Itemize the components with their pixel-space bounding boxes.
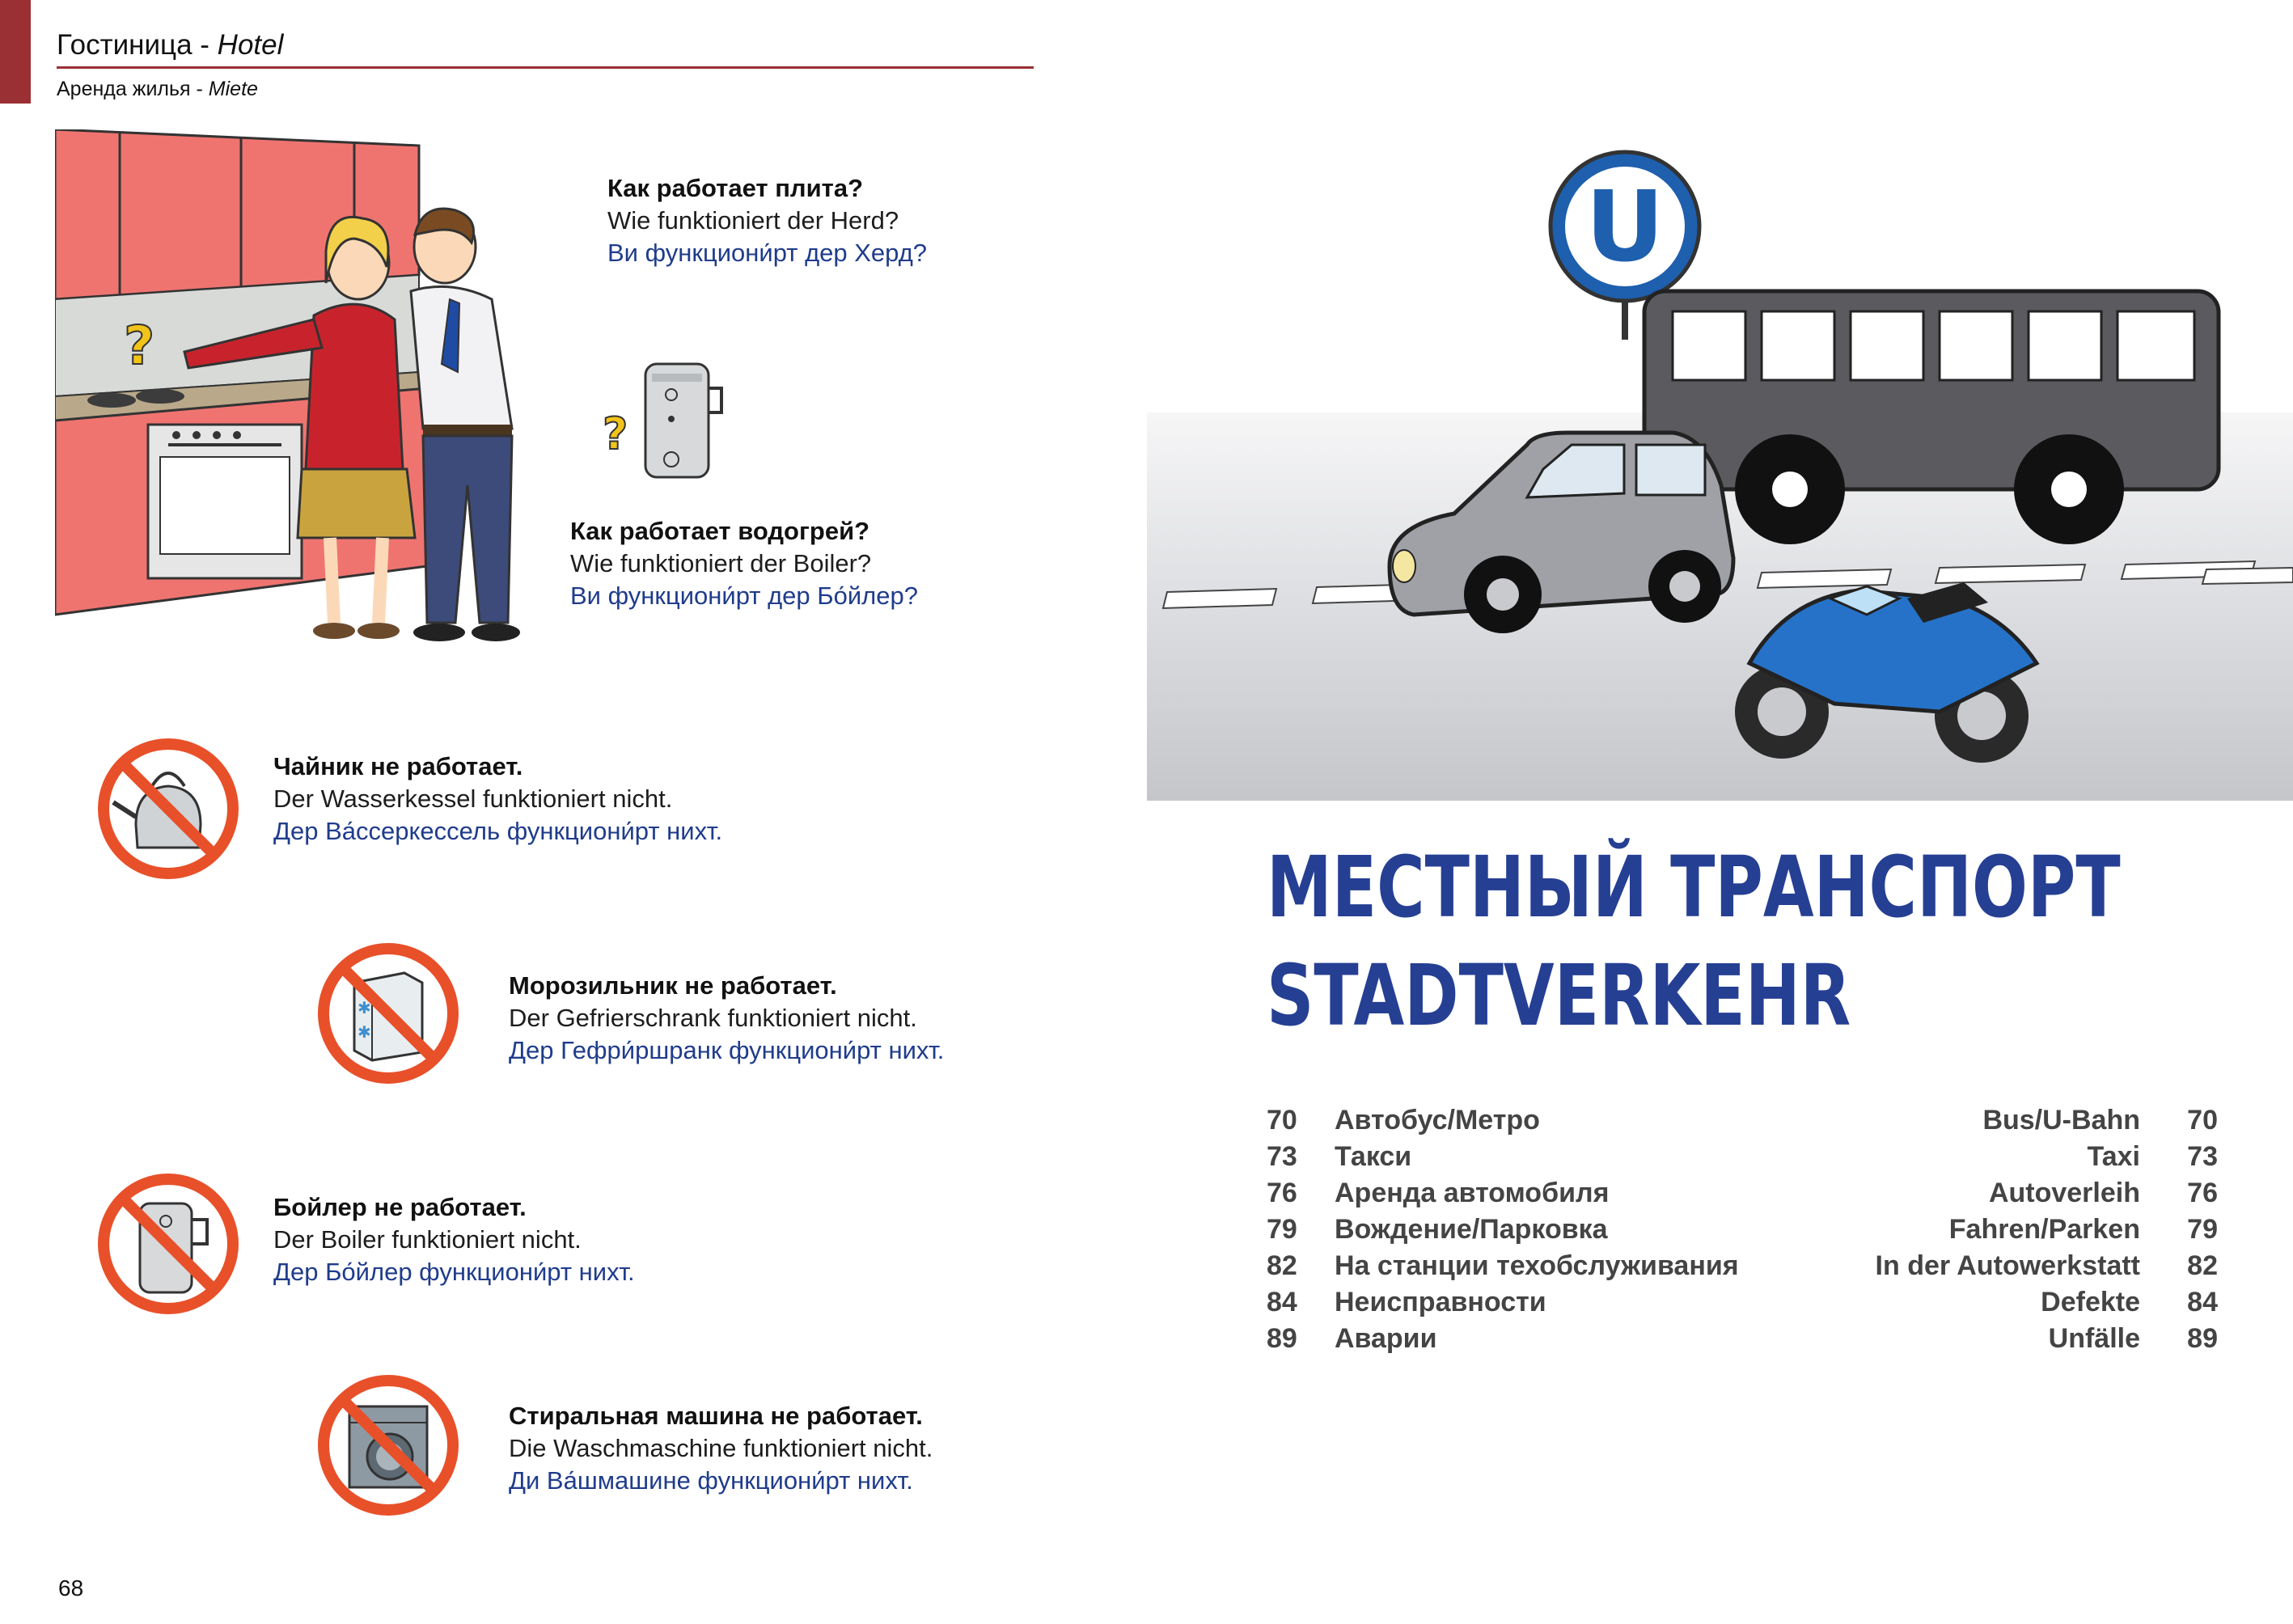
phrase-ru: Стиральная машина не работает. [509,1402,923,1430]
phrase-transcription: Дер Ва́ссеркессель функциони́рт нихт. [273,817,723,845]
toc-title-ru: Аренда автомобиля [1335,1178,1610,1208]
no-water-heater-icon [95,1171,241,1317]
phrase-stove [607,172,927,269]
phrase-transcription: Ви функциони́рт дер Бо́йлер? [570,582,918,610]
section-title-de: Hotel [217,29,284,61]
toc-row[interactable] [1267,1139,2218,1175]
phrase-ru: Бойлер не работает. [273,1193,527,1221]
toc-row[interactable] [1267,1102,2218,1139]
toc-page-right: 76 [2187,1178,2218,1208]
phrase-ru: Чайник не работает. [273,752,523,780]
kitchen-illustration [55,129,540,663]
phrase-de: Der Boiler funktioniert nicht. [273,1225,582,1254]
table-of-contents [1267,1102,2218,1357]
toc-title-de: Fahren/Parken [1948,1214,2140,1245]
section-title-ru: Гостиница [57,29,192,61]
subsection-header [57,78,258,101]
toc-row[interactable] [1267,1284,2218,1321]
toc-title-de: Unfälle [2048,1323,2140,1354]
page-number: 68 [58,1575,84,1601]
phrase-transcription: Ди Ва́шмашине функциони́рт нихт. [509,1466,913,1495]
toc-title-ru: Такси [1335,1141,1412,1172]
toc-title-ru: Неисправности [1335,1287,1546,1317]
question-mark-icon: ? [603,408,628,459]
phrase-kettle [273,751,722,848]
subsection-title-de: Miete [208,78,258,100]
toc-title-de: Bus/U-Bahn [1982,1105,2140,1136]
phrase-boiler-question [570,515,918,612]
phrase-boiler-broken [273,1191,635,1288]
phrase-de: Der Gefrierschrank funktioniert nicht. [509,1004,917,1032]
toc-title-de: Defekte [2041,1287,2140,1317]
phrase-de: Wie funktioniert der Herd? [607,206,899,235]
toc-row[interactable] [1267,1248,2218,1284]
toc-page-right: 73 [2187,1141,2218,1172]
phrase-ru: Как работает водогрей? [570,517,870,545]
svg-text:✱: ✱ [357,1022,371,1042]
no-kettle-icon [95,736,241,882]
toc-page-right: 84 [2187,1287,2218,1317]
subsection-title-ru: Аренда жилья [57,78,191,100]
phrase-transcription: Ви функциони́рт дер Херд? [607,239,928,267]
phrase-de: Die Waschmaschine funktioniert nicht. [509,1434,933,1462]
toc-page-right: 79 [2187,1214,2218,1245]
phrase-ru: Как работает плита? [607,174,864,202]
svg-text:✱: ✱ [357,998,371,1017]
toc-page-left: 79 [1267,1214,1297,1245]
phrase-washing-machine [509,1400,933,1497]
traffic-illustration [1147,146,2293,801]
section-title-separator: - [192,29,218,61]
metro-u-letter: U [1585,171,1665,284]
question-mark-icon: ? [124,315,155,377]
toc-title-ru: На станции техобслуживания [1335,1250,1739,1281]
toc-row[interactable] [1267,1321,2218,1357]
toc-row[interactable] [1267,1212,2218,1248]
phrase-freezer [509,970,944,1067]
toc-page-right: 89 [2187,1323,2218,1354]
phrase-transcription: Дер Бо́йлер функциони́рт нихт. [273,1258,635,1286]
phrase-ru: Морозильник не работает. [509,971,837,1000]
water-heater-illustration [599,356,728,485]
toc-row[interactable] [1267,1175,2218,1212]
toc-page-left: 89 [1267,1323,1297,1354]
toc-title-de: Autoverleih [1988,1178,2140,1208]
phrase-de: Wie funktioniert der Boiler? [570,549,872,577]
chapter-title-ru: МЕСТНЫЙ ТРАНСПОРТ [1267,838,2121,937]
section-color-tab [0,0,31,104]
header-rule [57,66,1034,69]
toc-page-left: 82 [1267,1250,1297,1281]
toc-title-de: In der Autowerkstatt [1875,1250,2140,1281]
toc-page-right: 82 [2187,1250,2218,1281]
subsection-title-separator: - [190,78,209,100]
chapter-title-de: STADTVERKEHR [1267,946,1851,1045]
toc-title-ru: Аварии [1335,1323,1437,1354]
section-header [57,29,283,61]
toc-page-left: 73 [1267,1141,1297,1172]
toc-title-ru: Автобус/Метро [1335,1105,1540,1136]
phrase-transcription: Дер Гефри́ршранк функциони́рт нихт. [509,1036,945,1064]
toc-title-ru: Вождение/Парковка [1335,1214,1608,1245]
toc-page-right: 70 [2187,1105,2218,1136]
toc-page-left: 76 [1267,1178,1297,1208]
toc-title-de: Taxi [2087,1141,2140,1172]
phrase-de: Der Wasserkessel funktioniert nicht. [273,785,673,813]
no-washing-machine-icon [315,1372,461,1518]
toc-page-left: 84 [1267,1287,1297,1317]
toc-page-left: 70 [1267,1105,1297,1136]
no-freezer-icon [315,941,461,1086]
